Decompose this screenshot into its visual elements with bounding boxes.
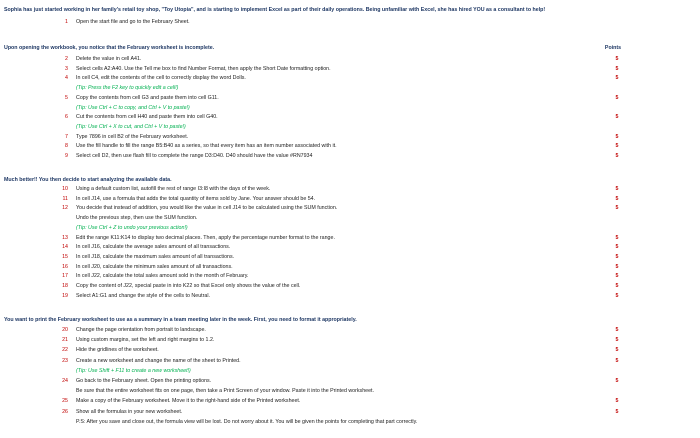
points-value: 5 (615, 114, 619, 121)
step-row (0, 243, 700, 252)
step-text: Cut the contents from cell H40 and paste them into cell G40. (76, 114, 218, 121)
step-number: 23 (62, 357, 68, 364)
tip-row (0, 224, 700, 233)
step-text: In cell J18, calculate the maximum sales amount of all transactions. (76, 253, 235, 260)
step-row (0, 94, 700, 103)
step-row (0, 387, 700, 396)
step-row (0, 152, 700, 161)
step-text: Using custom margins, set the left and right margins to 1.2. (76, 337, 215, 344)
step-number: 2 (65, 56, 68, 62)
section-heading: You want to print the February worksheet to use as a summary in a team meeting later in the week. First, you need to format it appropriately. (4, 317, 357, 323)
step-row (0, 357, 700, 366)
step-text: Change the page orientation from portrait to landscape. (76, 327, 206, 333)
step-row (0, 377, 700, 386)
points-value: 5 (615, 143, 619, 150)
points-column-header (0, 44, 700, 53)
tip-text: (Tip: Use Ctrl + Z to undo your previous action!) (76, 224, 188, 231)
tip-row (0, 123, 700, 132)
step-text: Using a default custom list, autofill the rest of range I3:I8 with the days of the week. (76, 186, 271, 192)
step-row (0, 113, 700, 122)
step-row (0, 234, 700, 243)
points-value: 5 (615, 75, 619, 82)
points-value: 5 (615, 337, 619, 344)
step-number: 24 (62, 378, 68, 384)
step-number: 18 (62, 283, 68, 289)
step-number: 13 (62, 234, 68, 241)
step-text: In cell J14, use a formula that adds the total quantity of items sold by Jane. Your answer should be 54. (76, 195, 316, 202)
step-row (0, 133, 700, 142)
step-text: Be sure that the entire worksheet fits on one page, then take a Print Screen of your window. Paste it into the Printed worksheet. (76, 388, 374, 395)
step-row (0, 408, 700, 417)
step-row (0, 292, 700, 301)
step-number: 21 (62, 337, 68, 344)
step-row (0, 253, 700, 262)
step-text: Undo the previous step, then use the SUM function. (76, 215, 198, 222)
tip-row (0, 104, 700, 113)
step-text: Type 7896 in cell B2 of the February worksheet. (76, 133, 189, 140)
step-text: Make a copy of the February worksheet. Move it to the right-hand side of the Printed worksheet. (76, 398, 301, 405)
points-value: 5 (615, 292, 619, 299)
points-value: 5 (615, 244, 619, 251)
step-number: 19 (62, 292, 68, 299)
step-row (0, 195, 700, 204)
points-value: 5 (615, 186, 619, 192)
points-value: 5 (615, 398, 619, 405)
step-number: 3 (65, 65, 68, 72)
step-text: You decide that instead of addition, you would like the value in cell J14 to be calculated using the SUM function. (76, 205, 338, 212)
step-row (0, 55, 700, 64)
step-number: 17 (62, 273, 68, 280)
section-heading: Much better!! You then decide to start analyzing the available data. (4, 177, 172, 183)
tip-row (0, 84, 700, 93)
step-row (0, 418, 700, 427)
step-number: 16 (62, 263, 68, 270)
step-text: Create a new worksheet and change the name of the sheet to Printed. (76, 357, 241, 364)
step-number: 25 (62, 398, 68, 405)
step-row (0, 185, 700, 194)
step-number: 9 (65, 153, 68, 159)
points-value: 5 (615, 195, 619, 202)
step-text: Hide the gridlines of the worksheet. (76, 347, 159, 354)
tip-text: (Tip: Use Shift + F11 to create a new worksheet!) (76, 367, 191, 374)
points-value: 5 (615, 283, 619, 289)
step-number: 8 (65, 143, 68, 150)
step-text: Open the start file and go to the February Sheet. (76, 19, 190, 25)
points-value: 5 (615, 94, 619, 101)
step-row (0, 346, 700, 355)
step-row (0, 142, 700, 151)
step-row (0, 18, 700, 27)
step-text: Copy the content of J22, special paste in into K22 so that Excel only shows the value of the cell. (76, 283, 301, 289)
points-value: 5 (615, 327, 619, 333)
step-row (0, 65, 700, 74)
step-number: 15 (62, 253, 68, 260)
tip-text: (Tip: Use Ctrl + C to copy, and Ctrl + V to paste!) (76, 104, 190, 111)
step-number: 1 (65, 19, 68, 25)
step-number: 5 (65, 94, 68, 101)
points-value: 5 (615, 378, 619, 384)
step-number: 12 (62, 205, 68, 212)
step-number: 6 (65, 114, 68, 121)
step-row (0, 282, 700, 291)
points-value: 5 (615, 205, 619, 212)
intro-text: Sophia has just started working in her family's retail toy shop, "Toy Utopia", and is starting to implement Excel as part of their daily operations. Being unfamiliar with Excel, she has hired YOU as a consultant to help! (4, 7, 546, 13)
step-text: Show all the formulas in your new worksheet. (76, 408, 183, 415)
step-number: 10 (62, 186, 68, 192)
points-header: Points (604, 45, 622, 51)
tip-text: (Tip: Press the F2 key to quickly edit a cell!) (76, 85, 179, 92)
step-number: 26 (62, 408, 68, 415)
step-row (0, 397, 700, 406)
step-text: In cell C4, edit the contents of the cell to correctly display the word Dolls. (76, 75, 246, 82)
step-number: 14 (62, 244, 68, 251)
step-text: P.S: After you save and close out, the formula view will be lost. Do not worry about it. You will be given the points for completing that part correctly. (76, 418, 418, 425)
tip-text: (Tip: Use Ctrl + X to cut, and Ctrl + V to paste!) (76, 123, 186, 130)
step-text: Copy the contents from cell G3 and paste them into cell G11. (76, 94, 219, 101)
step-number: 7 (65, 133, 68, 140)
points-value: 5 (615, 65, 619, 72)
step-number: 22 (62, 347, 68, 354)
step-row (0, 336, 700, 345)
step-number: 11 (62, 195, 68, 202)
step-row (0, 74, 700, 83)
points-value: 5 (615, 153, 619, 159)
step-text: Delete the value in cell A41. (76, 56, 142, 62)
step-text: In cell J20, calculate the minimum sales amount of all transactions. (76, 263, 233, 270)
points-value: 5 (615, 56, 619, 62)
step-number: 4 (65, 75, 68, 82)
step-text: Edit the range K11:K14 to display two decimal places. Then, apply the percentage number format to the range. (76, 234, 335, 241)
step-row (0, 272, 700, 281)
tip-row (0, 367, 700, 376)
points-value: 5 (615, 347, 619, 354)
step-text: Select A1:G1 and change the style of the cells to Neutral. (76, 292, 210, 299)
points-value: 5 (615, 408, 619, 415)
step-row (0, 214, 700, 223)
step-text: In cell J16, calculate the average sales amount of all transactions. (76, 244, 231, 251)
step-text: Use the fill handle to fill the range B5:B40 as a series, so that every item has an item number associated with it. (76, 143, 337, 150)
points-value: 5 (615, 234, 619, 241)
points-value: 5 (615, 273, 619, 280)
step-text: Select cells A2:A40. Use the Tell me box to find Number Format, then apply the Short Date formatting option. (76, 65, 331, 72)
section-heading: Upon opening the workbook, you notice that the February worksheet is incomplete. (4, 45, 215, 51)
step-row (0, 263, 700, 272)
step-number: 20 (62, 327, 68, 333)
step-text: Select cell D2, then use flash fill to complete the range D3:D40. D40 should have the value #RN7934 (76, 153, 313, 159)
points-value: 5 (615, 133, 619, 140)
step-text: In cell J22, calculate the total sales amount sold in the month of February. (76, 273, 249, 280)
step-row (0, 326, 700, 335)
step-row (0, 204, 700, 213)
points-value: 5 (615, 357, 619, 364)
step-text: Go back to the February sheet. Open the printing options. (76, 378, 212, 384)
points-value: 5 (615, 263, 619, 270)
points-value: 5 (615, 253, 619, 260)
